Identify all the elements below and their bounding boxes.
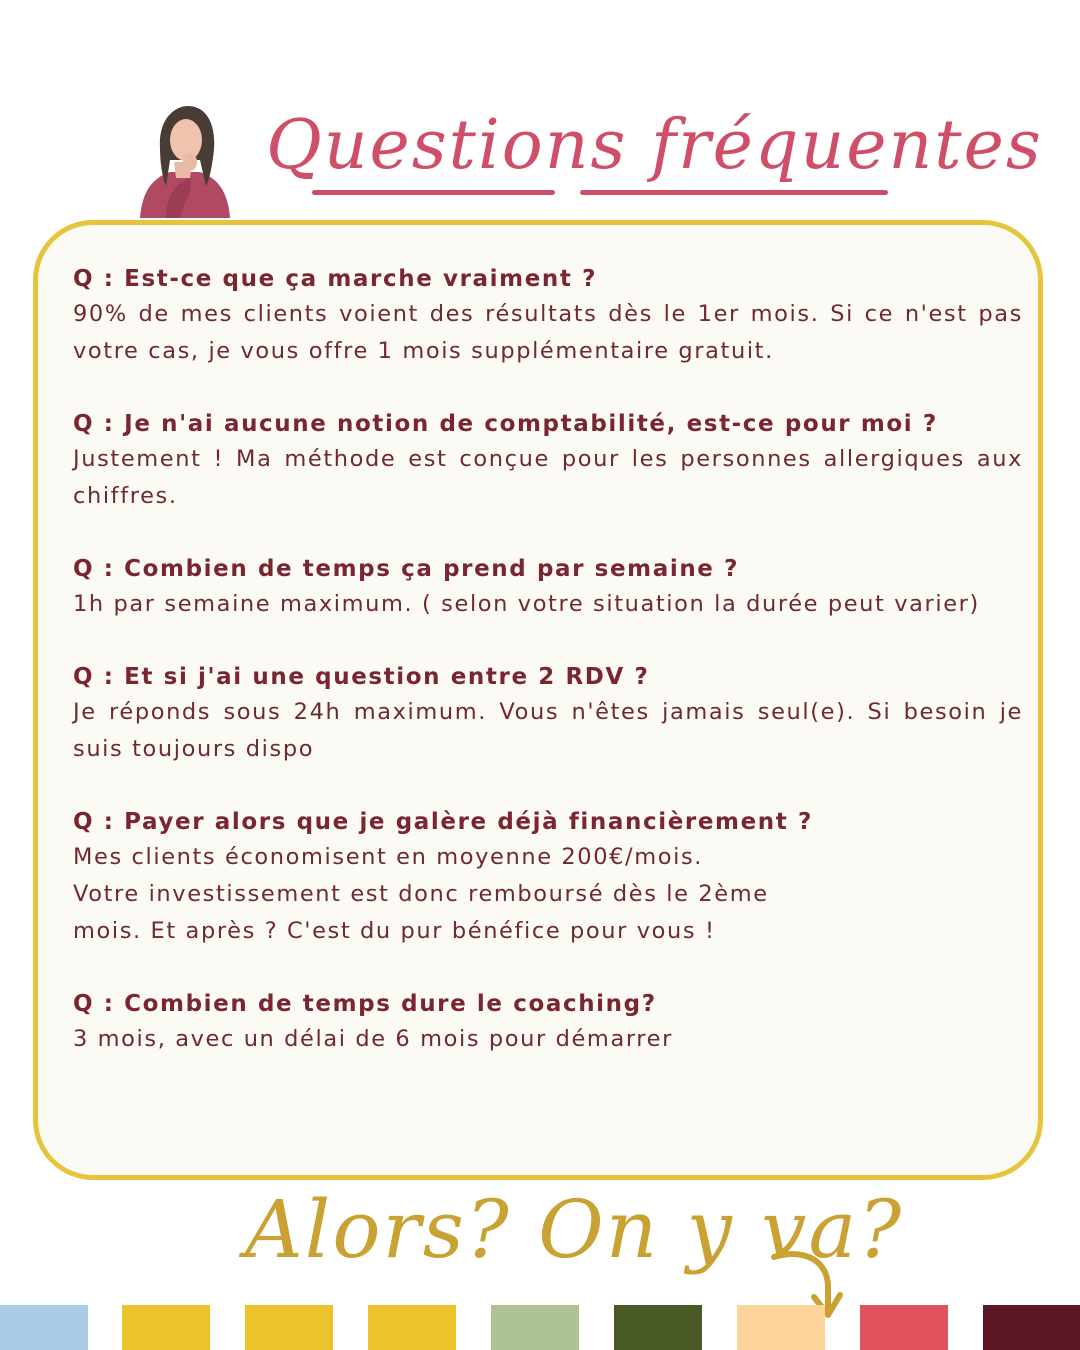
faq-answer-line: Justement ! Ma méthode est conçue pour les personnes allergiques aux chiffres. xyxy=(73,446,1023,509)
color-swatch xyxy=(368,1305,456,1350)
faq-answer-line: 1h par semaine maximum. ( selon votre situation la durée peut varier) xyxy=(73,591,980,617)
faq-answer-line: Je réponds sous 24h maximum. Vous n'êtes jamais seul(e). Si besoin je suis toujours dispo xyxy=(73,699,1023,762)
faq-answer-line: Mes clients économisent en moyenne 200€/mois. xyxy=(73,844,704,870)
faq-answer xyxy=(73,1021,1023,1058)
title-underline xyxy=(580,190,888,195)
color-swatch xyxy=(122,1305,210,1350)
faq-question: Q : Payer alors que je galère déjà financièrement ? xyxy=(73,809,813,835)
color-swatch xyxy=(614,1305,702,1350)
faq-answer-line: 3 mois, avec un délai de 6 mois pour démarrer xyxy=(73,1026,673,1052)
faq-question: Q : Combien de temps dure le coaching? xyxy=(73,991,657,1017)
faq-answer-line: mois. Et après ? C'est du pur bénéfice pour vous ! xyxy=(73,918,716,944)
faq-item xyxy=(73,407,1023,515)
faq-answer-line: 90% de mes clients voient des résultats dès le 1er mois. Si ce n'est pas votre cas, je vous offre 1 mois supplémentaire gratuit. xyxy=(73,301,1023,364)
color-swatch xyxy=(737,1305,825,1350)
faq-answer xyxy=(73,694,1023,768)
color-swatch xyxy=(245,1305,333,1350)
header xyxy=(0,0,1080,230)
faq-answer-line: Votre investissement est donc remboursé dès le 2ème xyxy=(73,881,769,907)
faq-answer xyxy=(73,441,1023,515)
color-swatch xyxy=(983,1305,1080,1350)
faq-item xyxy=(73,805,1023,950)
cta-text: Alors? On y va? xyxy=(245,1183,904,1276)
color-swatch xyxy=(491,1305,579,1350)
faq-list xyxy=(73,262,1023,1095)
color-swatch xyxy=(860,1305,948,1350)
faq-item xyxy=(73,660,1023,768)
color-swatch xyxy=(0,1305,88,1350)
title-underline xyxy=(312,190,555,195)
page-title: Questions fréquentes xyxy=(266,106,1043,185)
faq-question: Q : Je n'ai aucune notion de comptabilité, est-ce pour moi ? xyxy=(73,411,938,437)
faq-answer xyxy=(73,839,1023,950)
faq-item xyxy=(73,552,1023,623)
faq-item xyxy=(73,262,1023,370)
faq-answer xyxy=(73,586,1023,623)
faq-question: Q : Et si j'ai une question entre 2 RDV ? xyxy=(73,664,650,690)
faq-answer xyxy=(73,296,1023,370)
thinking-woman-avatar-icon xyxy=(130,100,240,218)
faq-question: Q : Combien de temps ça prend par semaine ? xyxy=(73,556,740,582)
faq-question: Q : Est-ce que ça marche vraiment ? xyxy=(73,266,598,292)
faq-item xyxy=(73,987,1023,1058)
